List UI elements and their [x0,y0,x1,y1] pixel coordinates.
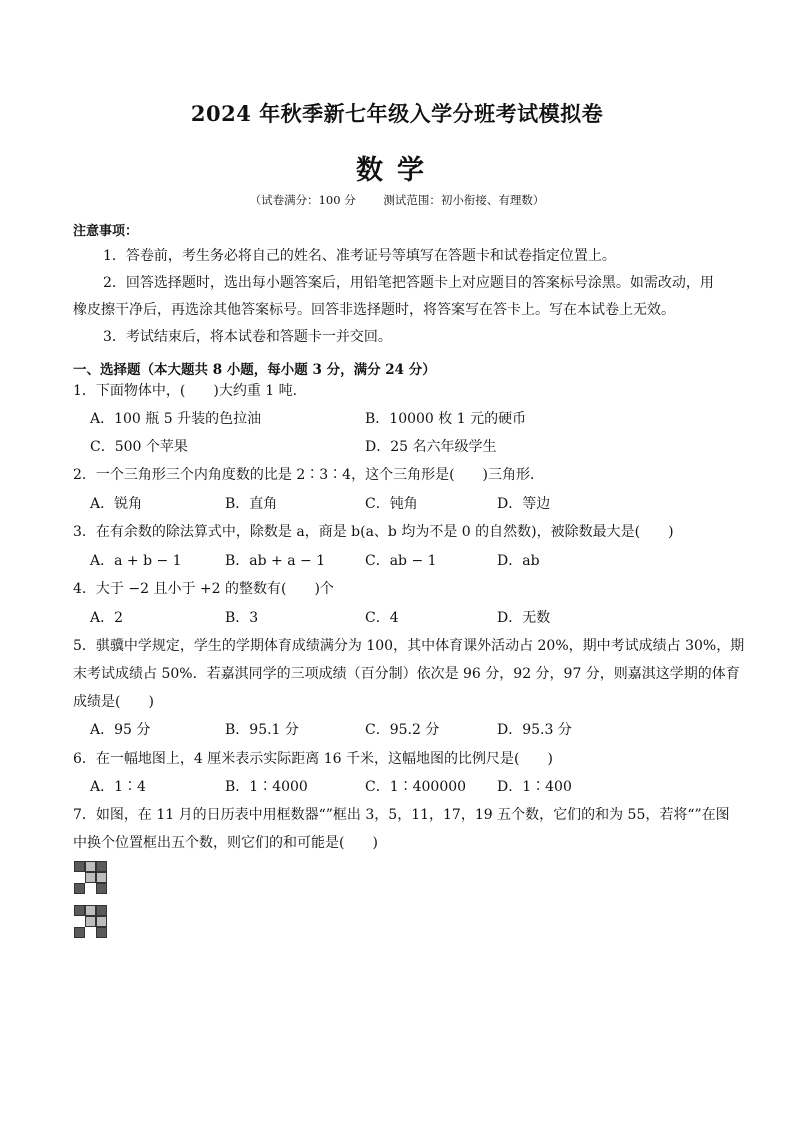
exam-scope [0,192,794,208]
exam-title: 2024 年秋季新七年级入学分班考试模拟卷 [190,101,604,126]
test-range-text: 测试范围：初小衔接、有理数） [383,193,545,207]
option-c: C．1∶400000 [365,779,467,795]
option-a: A．100 瓶 5 升装的色拉油 [90,411,262,427]
x-pattern-frame-icon [74,905,107,938]
question-stem-continued: 末考试成绩占 50%．若嘉淇同学的三项成绩（百分制）依次是 96 分，92 分，97 分，则嘉淇这学期的体育 [73,666,740,682]
option-c: C．钝角 [365,496,418,512]
option-d: D．无数 [497,610,551,626]
option-a: A．2 [90,610,124,626]
question-stem: 3．在有余数的除法算式中，除数是 a，商是 b(a、b 均为不是 0 的自然数)，被除数最大是( ) [73,524,674,540]
section-heading: 一、选择题（本大题共 8 小题，每小题 3 分，满分 24 分） [73,362,436,378]
question-stem: 1．下面物体中，( )大约重 1 吨． [73,383,307,399]
option-b: B．10000 枚 1 元的硬币 [365,411,527,427]
option-c: C．ab − 1 [365,553,437,569]
option-b: B．3 [225,610,259,626]
question-stem: 6．在一幅地图上，4 厘米表示实际距离 16 千米，这幅地图的比例尺是( ) [73,751,553,767]
option-b: B．ab + a − 1 [225,553,326,569]
option-c: C．4 [365,610,399,626]
full-score-text: （试卷满分：100 分 [249,193,356,207]
subject-title: 数学 [356,155,438,186]
question-stem-continued: 中换个位置框出五个数，则它们的和可能是( ) [73,835,378,851]
option-d: D．95.3 分 [497,722,572,738]
option-a: A．1∶4 [90,779,146,795]
option-a: A．95 分 [90,722,151,738]
x-pattern-frame-icon [74,861,107,894]
option-d: D．等边 [497,496,551,512]
notice-item: 2．回答选择题时，选出每小题答案后，用铅笔把答题卡上对应题目的答案标号涂黑。如需改动，用 [103,275,714,291]
option-a: A．锐角 [90,496,143,512]
option-c: C．500 个苹果 [90,439,188,455]
option-d: D．ab [497,553,540,569]
notice-item: 3．考试结束后，将本试卷和答题卡一并交回。 [103,329,392,345]
option-b: B．95.1 分 [225,722,299,738]
notice-heading: 注意事项： [73,224,139,239]
option-c: C．95.2 分 [365,722,440,738]
question-stem: 2．一个三角形三个内角度数的比是 2∶3∶4，这个三角形是( )三角形． [73,467,545,483]
option-b: B．1∶4000 [225,779,308,795]
option-d: D．25 名六年级学生 [365,439,497,455]
question-stem: 5．骐骥中学规定，学生的学期体育成绩满分为 100，其中体育课外活动占 20%，期中考试成绩占 30%，期 [73,638,745,654]
notice-item: 1．答卷前，考生务必将自己的姓名、准考证号等填写在答题卡和试卷指定位置上。 [103,248,616,264]
option-a: A．a + b − 1 [90,553,182,569]
option-d: D．1∶400 [497,779,572,795]
question-stem: 7．如图，在 11 月的日历表中用框数器“”框出 3，5，11，17，19 五个数，它们的和为 55，若将“”在图 [73,807,730,823]
option-b: B．直角 [225,496,278,512]
notice-item-continued: 橡皮擦干净后，再选涂其他答案标号。回答非选择题时，将答案写在答卡上。写在本试卷上无效。 [73,302,675,318]
question-stem-continued: 成绩是( ) [73,694,154,710]
question-stem: 4．大于 −2 且小于 +2 的整数有( )个 [73,581,334,597]
